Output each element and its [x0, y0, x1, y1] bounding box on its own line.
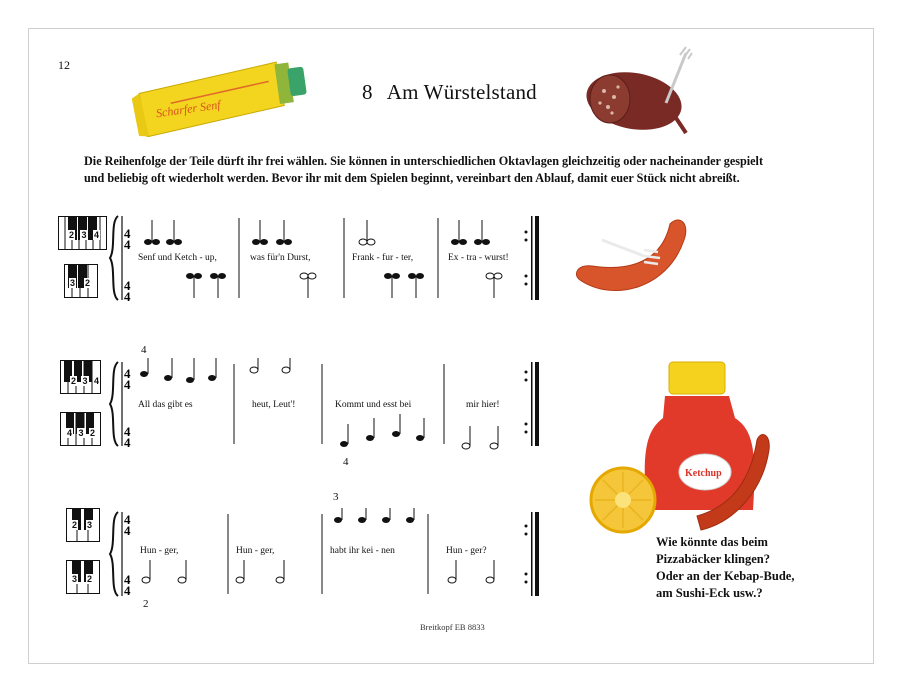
svg-text:4: 4: [124, 583, 131, 598]
notes-lower-3: [142, 560, 494, 583]
svg-text:4: 4: [124, 377, 131, 392]
sidenote-line-2: Pizzabäcker klingen?: [656, 552, 771, 566]
finger-number: 3: [70, 278, 76, 288]
ketchup-label: Ketchup: [685, 468, 722, 479]
svg-text:4: 4: [124, 278, 131, 293]
svg-text:4: 4: [124, 512, 131, 527]
sidenote-line-3: Oder an der Kebap-Bude,: [656, 569, 795, 583]
sidenote-line-4: am Sushi-Eck usw.?: [656, 586, 763, 600]
title-number: 8: [362, 80, 373, 104]
finger-number: 3: [72, 574, 78, 584]
title-text: Am Würstelstand: [386, 80, 537, 104]
lyric-2-4: mir hier!: [466, 400, 500, 410]
lyric-3-2: Hun - ger,: [236, 546, 275, 556]
finger-number: 2: [69, 230, 75, 240]
lyric-1-2: was für'n Durst,: [250, 253, 311, 263]
finger-number: 2: [86, 574, 92, 584]
fingering-upper-2: 4: [141, 344, 147, 356]
finger-number: 4: [93, 376, 99, 386]
finger-number: 2: [89, 428, 95, 438]
lyric-2-3: Kommt und esst bei: [335, 400, 412, 410]
finger-number: 4: [93, 230, 99, 240]
finger-number: 2: [84, 278, 90, 288]
notes-upper-3: [334, 508, 414, 523]
finger-number: 3: [78, 428, 84, 438]
finger-number: 3: [86, 520, 92, 530]
svg-text:4: 4: [124, 435, 131, 450]
fingering-lower-2: 4: [343, 456, 349, 468]
finger-number: 2: [71, 376, 77, 386]
publisher-footer: Breitkopf EB 8833: [420, 622, 485, 632]
lyric-2-1: All das gibt es: [138, 400, 193, 410]
svg-text:4: 4: [124, 572, 131, 587]
finger-number: 4: [67, 428, 73, 438]
svg-text:4: 4: [124, 237, 131, 252]
intro-text: Die Reihenfolge der Teile dürft ihr frei wählen. Sie können in unterschiedlichen Oktavlagen gleichzeitig oder nacheinander gespielt und beliebig oft wiederholt werden. Bevor ihr mit dem Spielen beginnt, vereinbart den Ablauf, damit euer Stück nicht abreißt.: [84, 154, 764, 185]
mustard-label: Scharfer Senf: [155, 97, 222, 121]
lyric-1-1: Senf und Ketch - up,: [138, 253, 217, 263]
svg-text:4: 4: [124, 289, 131, 304]
lyric-3-3: habt ihr kei - nen: [330, 546, 395, 556]
finger-number: 3: [82, 376, 88, 386]
fingering-lower-3: 2: [143, 598, 149, 610]
svg-text:4: 4: [124, 523, 131, 538]
fingering-upper-3: 3: [333, 491, 339, 503]
lyric-3-1: Hun - ger,: [140, 546, 179, 556]
lyric-1-4: Ex - tra - wurst!: [448, 253, 509, 263]
lyric-2-2: heut, Leut'!: [252, 400, 296, 410]
finger-number: 3: [81, 230, 87, 240]
finger-number: 2: [72, 520, 78, 530]
sidenote-line-1: Wie könnte das beim: [656, 535, 768, 549]
lyric-1-3: Frank - fur - ter,: [352, 253, 414, 263]
svg-text:4: 4: [124, 424, 131, 439]
lyric-3-4: Hun - ger?: [446, 546, 487, 556]
svg-text:4: 4: [124, 366, 131, 381]
page-number: 12: [58, 58, 70, 72]
svg-text:4: 4: [124, 226, 131, 241]
